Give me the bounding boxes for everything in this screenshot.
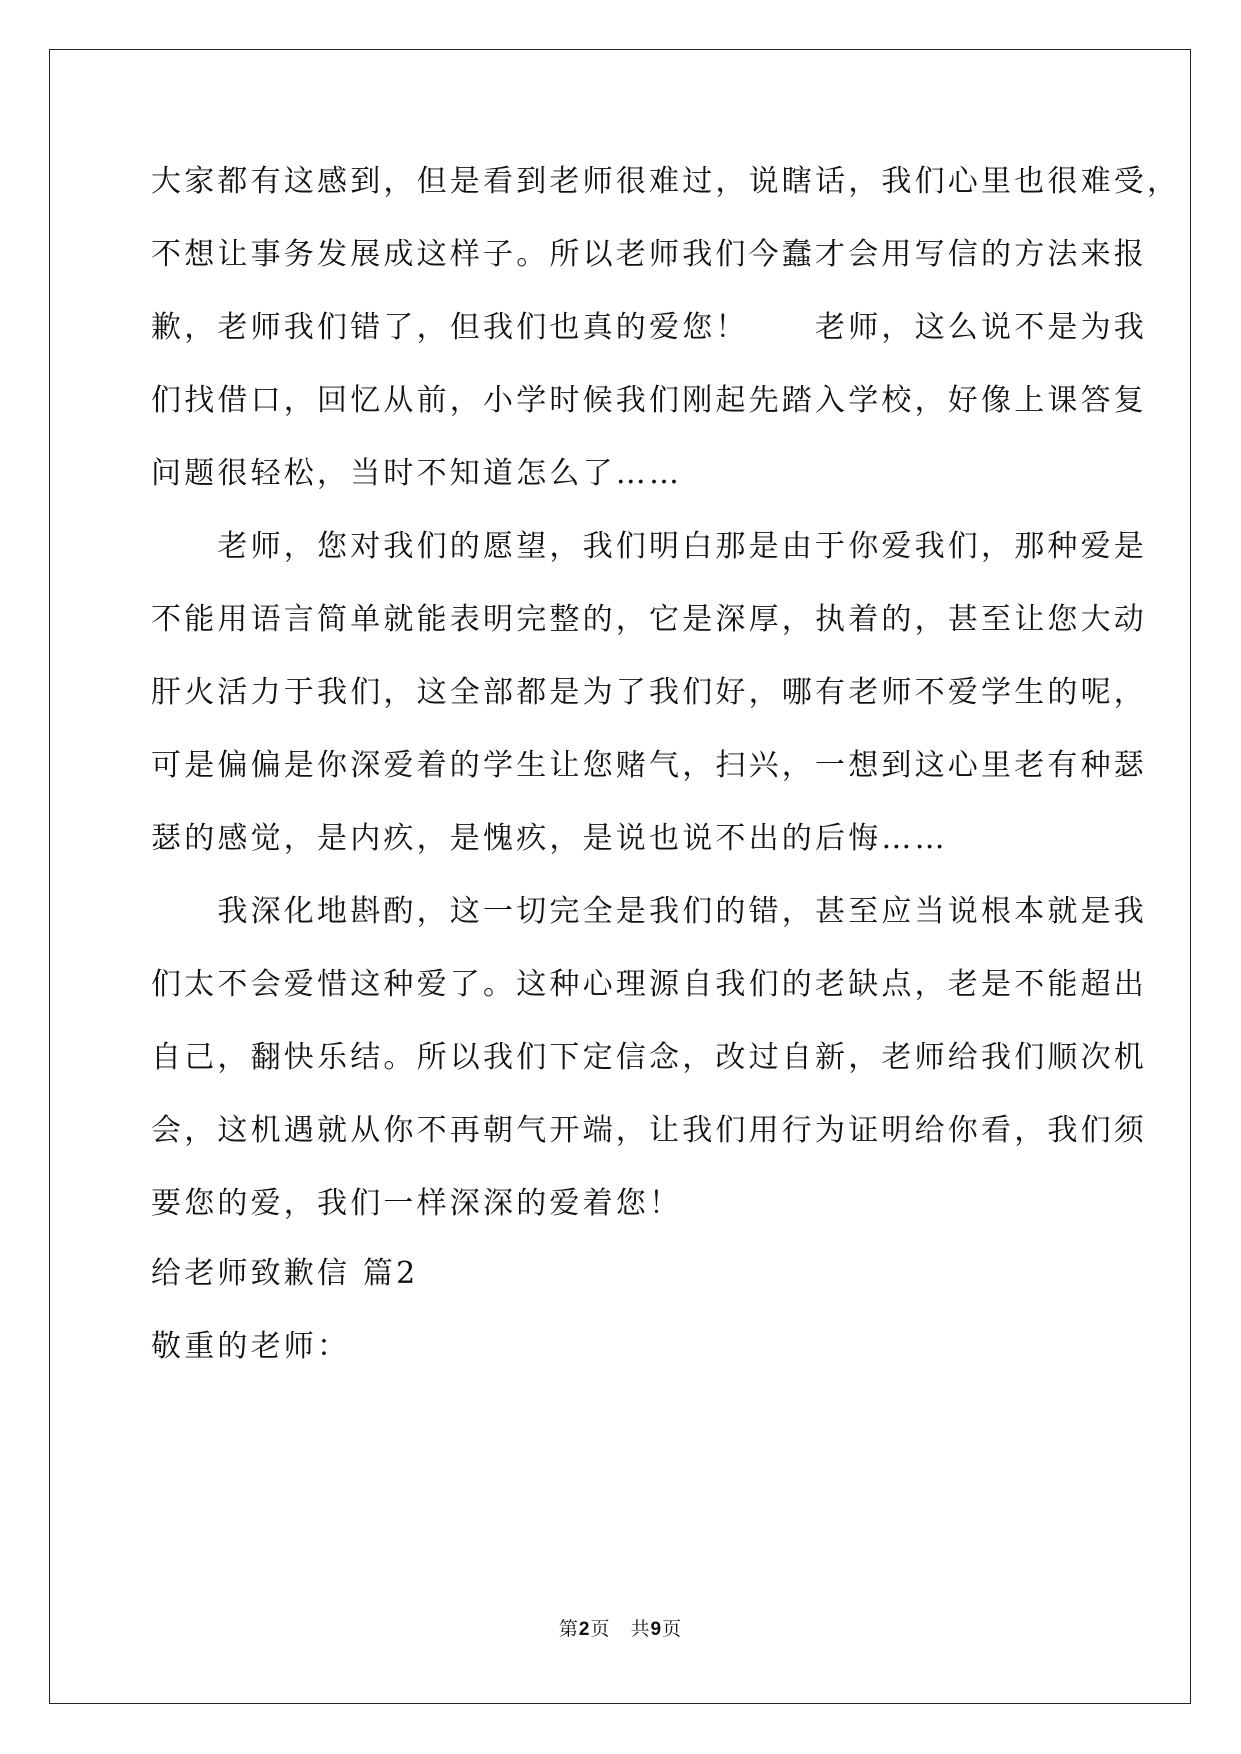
page-border (49, 49, 1191, 1704)
body-line-6: 老师，您对我们的愿望，我们明白那是由于你爱我们，那种爱是 (151, 529, 1147, 564)
body-line-1: 大家都有这感到，但是看到老师很难过，说瞎话，我们心里也很难受， (151, 164, 1181, 199)
footer-middle: 页 共 (590, 1618, 651, 1640)
footer-suffix: 页 (662, 1618, 683, 1640)
salutation: 敬重的老师： (151, 1329, 351, 1364)
body-line-10: 瑟的感觉，是内疚，是愧疚，是说也说不出的后悔…… (151, 821, 948, 856)
page-footer (0, 1617, 1241, 1642)
body-line-5: 问题很轻松，当时不知道怎么了…… (151, 456, 683, 491)
footer-prefix: 第 (558, 1618, 579, 1640)
total-pages-number: 9 (650, 1619, 663, 1640)
body-line-14: 会，这机遇就从你不再朝气开端，让我们用行为证明给你看，我们须 (151, 1113, 1147, 1148)
body-line-9: 可是偏偏是你深爱着的学生让您赌气，扫兴，一想到这心里老有种瑟 (151, 748, 1147, 783)
body-line-15: 要您的爱，我们一样深深的爱着您！ (151, 1186, 683, 1221)
body-line-11: 我深化地斟酌，这一切完全是我们的错，甚至应当说根本就是我 (151, 894, 1147, 929)
section-heading: 给老师致歉信 篇2 (151, 1256, 419, 1291)
current-page-number: 2 (578, 1619, 591, 1640)
body-line-7: 不能用语言简单就能表明完整的，它是深厚，执着的，甚至让您大动 (151, 602, 1147, 637)
body-line-13: 自己，翻快乐结。所以我们下定信念，改过自新，老师给我们顺次机 (151, 1040, 1147, 1075)
body-line-12: 们太不会爱惜这种爱了。这种心理源自我们的老缺点，老是不能超出 (151, 967, 1147, 1002)
body-line-4: 们找借口，回忆从前，小学时候我们刚起先踏入学校，好像上课答复 (151, 383, 1147, 418)
body-line-2: 不想让事务发展成这样子。所以老师我们今蠢才会用写信的方法来报 (151, 237, 1147, 272)
body-line-8: 肝火活力于我们，这全部都是为了我们好，哪有老师不爱学生的呢， (151, 675, 1147, 710)
body-line-3: 歉，老师我们错了，但我们也真的爱您！ 老师，这么说不是为我 (151, 310, 1147, 345)
